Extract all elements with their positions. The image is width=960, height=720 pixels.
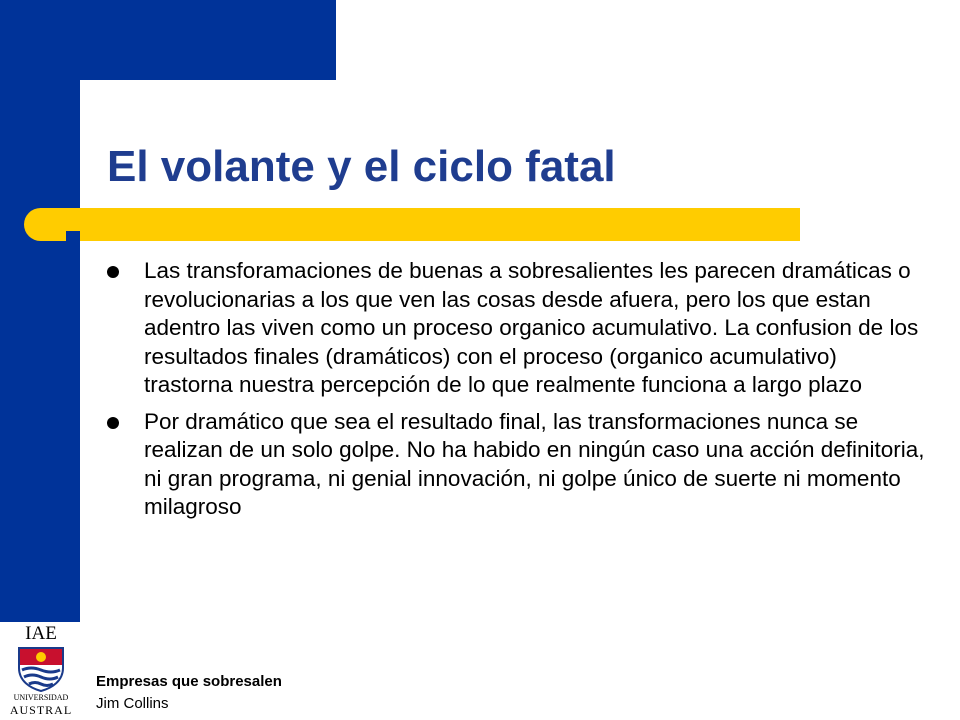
yellow-accent-bar <box>24 208 800 241</box>
bullet-item <box>107 408 927 522</box>
logo-austral-label: AUSTRAL <box>9 703 73 717</box>
footer-author: Jim Collins <box>96 695 169 712</box>
bullet-item <box>107 257 927 400</box>
left-blue-band <box>0 0 80 622</box>
bullet-list <box>107 257 927 530</box>
bullet-text: Por dramático que sea el resultado final, las transformaciones nunca se realizan de un solo golpe. No ha habido en ningún caso una acción definitoria, ni gran programa, ni genial innovación, ni golpe único de suerte ni momento milagroso <box>144 408 925 519</box>
footer-book-title: Empresas que sobresalen <box>96 673 282 690</box>
logo-iae-text: IAE <box>25 623 57 644</box>
bullet-dot-icon <box>107 266 119 278</box>
top-blue-band <box>80 0 336 80</box>
accent-notch <box>66 231 80 241</box>
slide-title: El volante y el ciclo fatal <box>107 142 616 191</box>
logo-university-label: UNIVERSIDAD <box>13 693 69 702</box>
university-logo <box>2 623 80 720</box>
shield-icon <box>16 646 66 692</box>
bullet-dot-icon <box>107 417 119 429</box>
bullet-text: Las transforamaciones de buenas a sobresalientes les parecen dramáticas o revolucionarias a los que ven las cosas desde afuera, pero los que estan adentro las viven como un proceso organico acumulativo. La confusion de los resultados finales (dramáticos) con el proceso (organico acumulativo) trastorna nuestra percepción de lo que realmente funciona a largo plazo <box>144 258 919 397</box>
